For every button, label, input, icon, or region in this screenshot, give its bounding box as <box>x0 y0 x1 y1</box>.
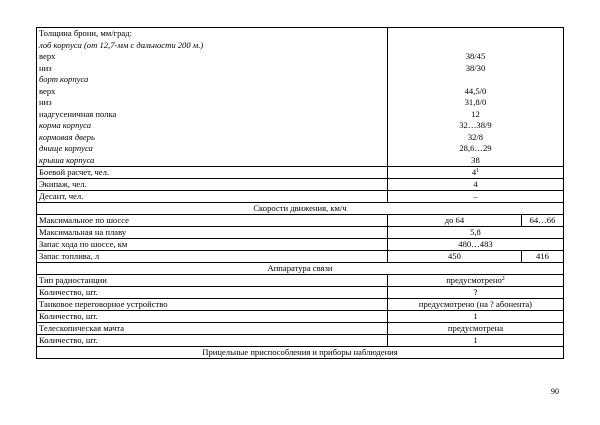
armor-label-line: верх <box>39 85 56 96</box>
mast-qty-value: 1 <box>387 335 563 347</box>
armor-value-line: 32/8 <box>467 131 484 142</box>
intercom-qty-label: Количество, шт. <box>37 311 388 323</box>
intercom-qty-row <box>37 311 564 323</box>
fuel-label: Запас топлива, л <box>37 251 388 263</box>
comms-header-row <box>37 263 564 275</box>
armor-value-line: 28,6…29 <box>459 143 492 153</box>
armor-value-line <box>390 28 561 40</box>
armor-label-line: лоб корпуса (от 12,7-мм с дальности 200 м.) <box>39 39 204 50</box>
armor-label-line: борт корпуса <box>39 74 89 84</box>
fuel-value-b: 416 <box>521 251 563 263</box>
crew-value: 4 <box>387 179 563 191</box>
armor-label-line: низ <box>39 97 52 107</box>
armor-label-line: крыша корпуса <box>39 154 95 165</box>
armor-label-line: верх <box>39 51 56 61</box>
armor-value-line: 31,8/0 <box>464 97 487 107</box>
footnote-marker: 2 <box>501 276 505 282</box>
armor-value-line <box>390 74 561 86</box>
sights-header-row <box>37 347 564 359</box>
armor-label-line: Толщина брони, мм/град: <box>39 28 132 38</box>
range-label: Запас хода по шоссе, км <box>37 239 388 251</box>
page-number: 90 <box>551 387 559 396</box>
highway-speed-value-a: до 64 <box>387 215 521 227</box>
footnote-marker: 1 <box>476 168 480 174</box>
armor-row <box>37 28 564 167</box>
combat-crew-value: $4^1$ <box>387 167 563 179</box>
intercom-qty-value: 1 <box>387 311 563 323</box>
armor-value-line: 38/30 <box>465 62 486 73</box>
mast-row <box>37 323 564 335</box>
range-value: 480…483 <box>387 239 563 251</box>
intercom-value: предусмотрено (на ? абонента) <box>387 299 563 311</box>
crew-row <box>37 179 564 191</box>
radio-qty-value: ? <box>387 287 563 299</box>
afloat-speed-value: 5,8 <box>387 227 563 239</box>
troops-value: – <box>387 191 563 203</box>
armor-label-line: низ <box>39 62 52 73</box>
intercom-label: Танковое переговорное устройство <box>37 299 388 311</box>
armor-label-line: надгусеничная полка <box>39 108 117 119</box>
armor-value-line <box>390 40 561 52</box>
comms-section-header: Аппаратура связи <box>37 263 564 275</box>
armor-values-cell <box>387 28 563 167</box>
troops-row <box>37 191 564 203</box>
mast-qty-row <box>37 335 564 347</box>
sights-section-header: Прицельные приспособления и приборы наблюдения <box>37 347 564 359</box>
intercom-row <box>37 299 564 311</box>
highway-speed-value-b: 64…66 <box>521 215 563 227</box>
crew-label: Экипаж, чел. <box>37 179 388 191</box>
mast-label: Телескопическая мачта <box>37 323 388 335</box>
radio-qty-row <box>37 287 564 299</box>
highway-speed-row <box>37 215 564 227</box>
afloat-speed-row <box>37 227 564 239</box>
mast-value: предусмотрена <box>387 323 563 335</box>
radio-type-label: Тип радиостанции <box>37 275 388 287</box>
armor-label-line: кормовая дверь <box>39 131 95 142</box>
range-row <box>37 239 564 251</box>
armor-label-line: днище корпуса <box>39 143 93 153</box>
highway-speed-label: Максимальное по шоссе <box>37 215 388 227</box>
troops-label: Десант, чел. <box>37 191 388 203</box>
speed-section-header: Скорости движения, км/ч <box>37 203 564 215</box>
armor-labels-cell <box>37 28 388 167</box>
armor-value-line: 38 <box>471 154 480 165</box>
radio-qty-label: Количество, шт. <box>37 287 388 299</box>
armor-value-line: 12 <box>471 108 480 119</box>
afloat-speed-label: Максимальная на плаву <box>37 227 388 239</box>
fuel-row <box>37 251 564 263</box>
armor-value-line: 44,5/0 <box>464 85 487 96</box>
speed-header-row <box>37 203 564 215</box>
combat-crew-row <box>37 167 564 179</box>
armor-value-line: 38/45 <box>465 51 486 61</box>
radio-type-value: предусмотрено$^2$ <box>387 275 563 287</box>
armor-value-line: 32…38/9 <box>459 120 492 130</box>
spec-table <box>36 27 564 359</box>
radio-type-row <box>37 275 564 287</box>
armor-label-line: корма корпуса <box>39 120 92 130</box>
combat-crew-label: Боевой расчет, чел. <box>37 167 388 179</box>
mast-qty-label: Количество, шт. <box>37 335 388 347</box>
fuel-value-a: 450 <box>387 251 521 263</box>
